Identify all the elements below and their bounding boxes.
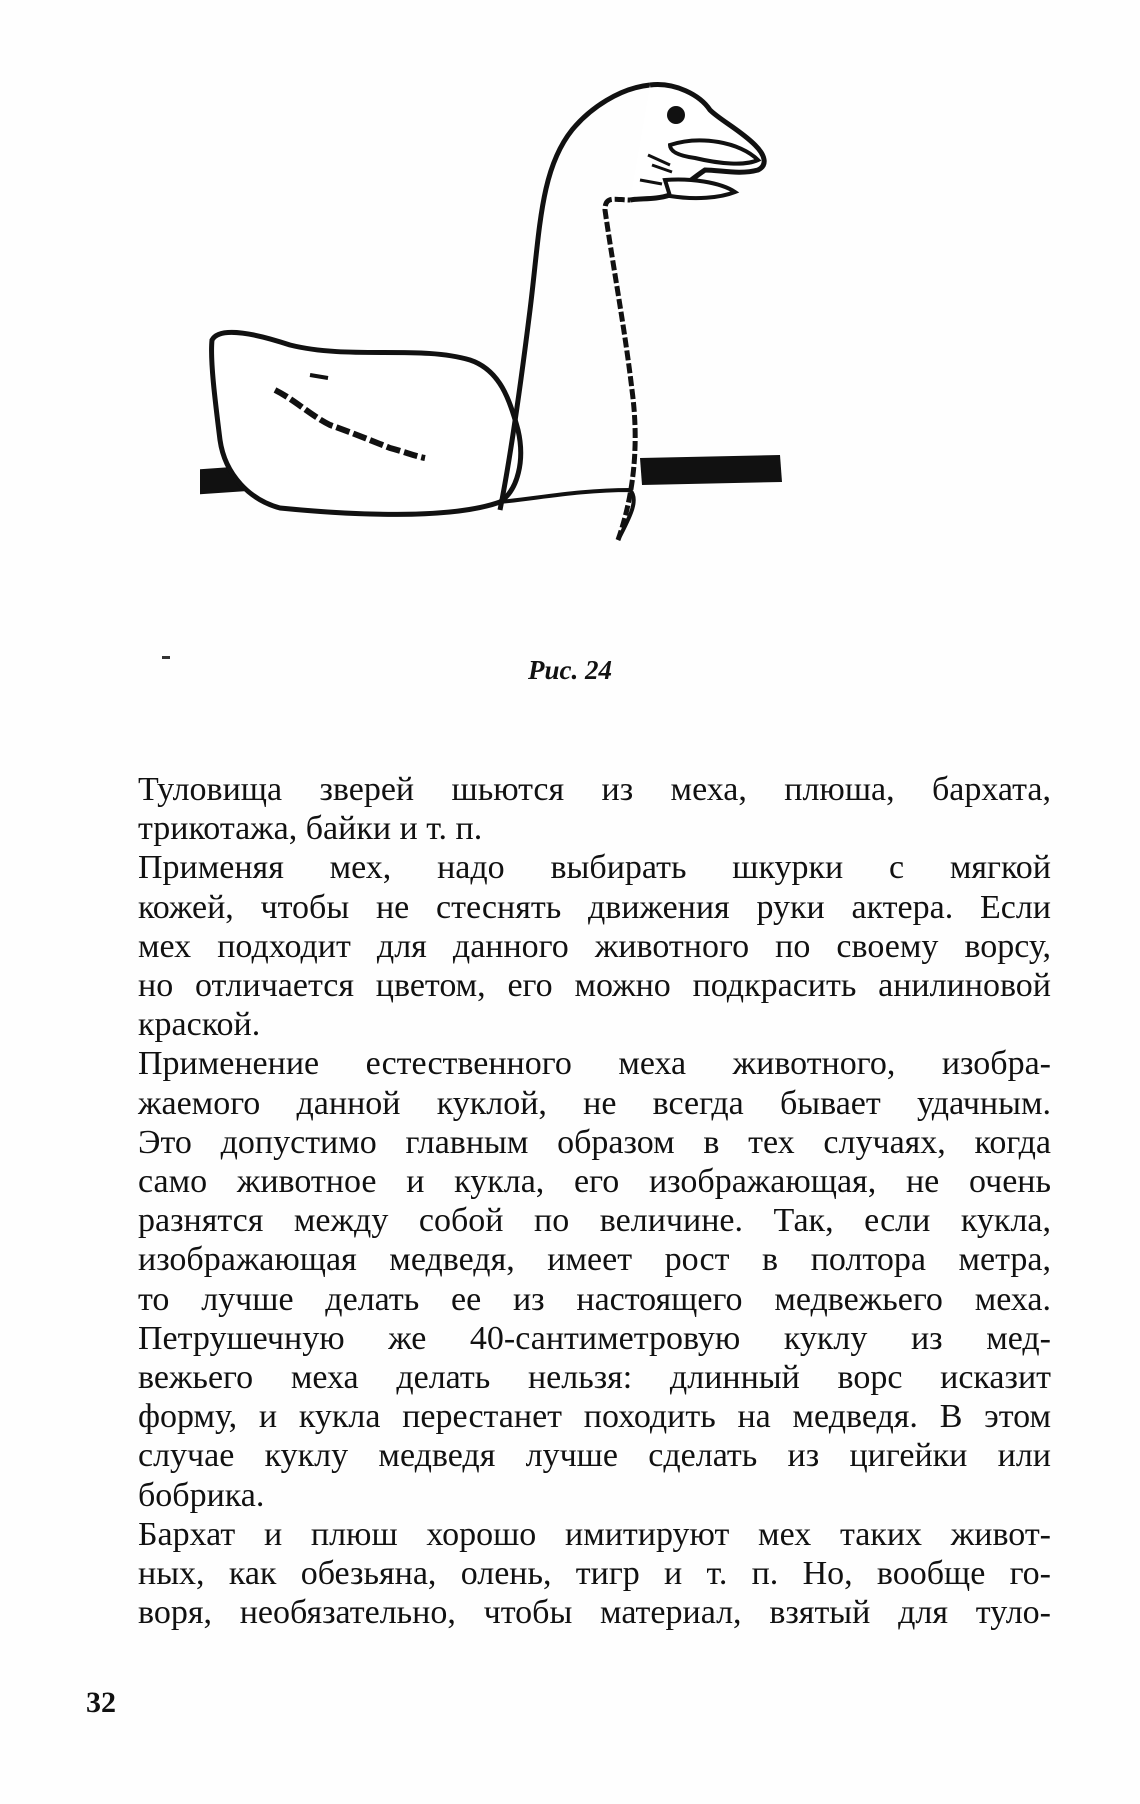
page-number: 32 — [86, 1686, 116, 1719]
paragraph-1 — [86, 770, 1051, 848]
text-line: Это допустимо главным образом в тех случаях, когда — [138, 1123, 1051, 1161]
text-line: но отличается цветом, его можно подкрасить анилиновой — [138, 967, 1051, 1005]
figure-caption: Рис. 24 — [528, 655, 612, 685]
goose-belly — [500, 490, 634, 540]
text-line: кожей, чтобы не стеснять движения руки актера. Если — [138, 888, 1051, 926]
text-line: само животное и кукла, его изображающая, не очень — [138, 1163, 1051, 1201]
text-line: ных, как обезьяна, олень, тигр и т. п. Но, вообще го- — [138, 1555, 1051, 1593]
text-line: форму, и кукла перестанет походить на медведя. В этом — [138, 1398, 1051, 1436]
text-line: Туловища зверей шьются из меха, плюша, бархата, — [138, 771, 1051, 808]
text-line: то лучше делать ее из настоящего медвежьего меха. — [138, 1280, 1051, 1318]
text-line: разнятся между собой по величине. Так, если кукла, — [138, 1202, 1051, 1240]
text-line: жаемого данной куклой, не всегда бывает удачным. — [138, 1084, 1051, 1122]
text-line: случае куклу медведя лучше сделать из цигейки или — [138, 1437, 1051, 1475]
text-line: мех подходит для данного животного по своему ворсу, — [138, 927, 1051, 965]
text-line: трикотажа, байки и т. п. — [138, 810, 483, 848]
text-line: краской. — [138, 1006, 261, 1044]
body-text — [86, 770, 1051, 1632]
goose-body — [212, 332, 521, 514]
paragraph-3 — [86, 1044, 1051, 1514]
text-line: Петрушечную же 40-сантиметровую куклу из мед- — [138, 1319, 1051, 1357]
text-line: бобрика. — [138, 1476, 265, 1514]
goose-beak-lower — [665, 180, 735, 199]
paragraph-4 — [86, 1515, 1051, 1633]
text-line: Бархат и плюш хорошо имитируют мех таких живот- — [138, 1515, 1051, 1553]
text-line: Применяя мех, надо выбирать шкурки с мягкой — [138, 849, 1051, 887]
text-line: Применение естественного меха животного, изобра- — [138, 1045, 1051, 1083]
goose-puppet-illustration — [200, 70, 920, 630]
text-line: изображающая медведя, имеет рост в полтора метра, — [138, 1241, 1051, 1279]
text-line: воря, необязательно, чтобы материал, взятый для туло- — [138, 1594, 1051, 1632]
paragraph-2 — [86, 848, 1051, 1044]
text-line: вежьего меха делать нельзя: длинный ворс исказит — [138, 1359, 1051, 1397]
right-rod — [640, 455, 782, 485]
goose-eye — [667, 106, 685, 124]
